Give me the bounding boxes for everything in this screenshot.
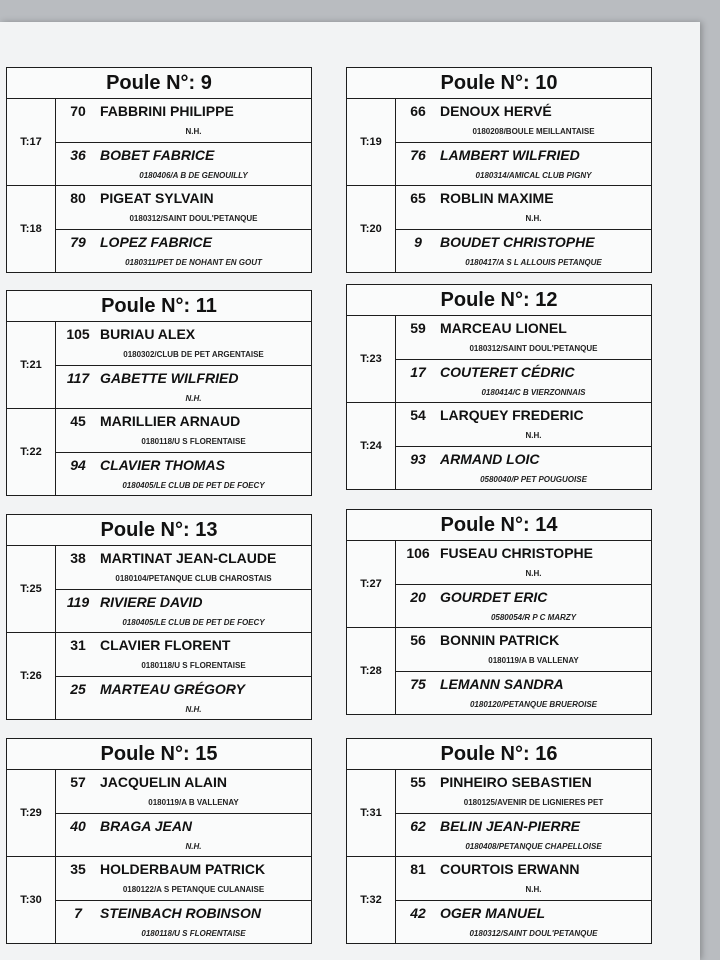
team-number: 59: [410, 320, 426, 336]
terrain-label: T:32: [347, 857, 396, 943]
teams-cell: [56, 409, 311, 495]
team-entry: [396, 628, 651, 671]
team-name: CLAVIER FLORENT: [100, 637, 231, 653]
terrain-label: T:20: [347, 186, 396, 272]
team-club: 0180118/U S FLORENTAISE: [141, 661, 246, 670]
match-row: [7, 186, 311, 272]
match-row: [7, 322, 311, 409]
team-line: [56, 901, 311, 925]
team-number: 54: [410, 407, 426, 423]
team-club: 0580054/R P C MARZY: [490, 612, 577, 622]
team-club: 0180405/LE CLUB DE PET DE FOECY: [122, 617, 265, 627]
terrain-label: T:19: [347, 99, 396, 185]
teams-cell: [56, 770, 311, 856]
team-entry: [396, 813, 651, 857]
team-line: [56, 633, 311, 657]
terrain-label: T:25: [7, 546, 56, 632]
match-row: [7, 409, 311, 495]
team-line: [56, 230, 311, 254]
team-line: [396, 186, 651, 210]
team-line: [56, 186, 311, 210]
match-row: [7, 633, 311, 719]
team-number: 25: [70, 680, 86, 697]
team-club: 0180414/C B VIERZONNAIS: [481, 387, 586, 397]
team-entry: [396, 229, 651, 273]
terrain-label: T:23: [347, 316, 396, 402]
team-line: [396, 541, 651, 565]
team-entry: [396, 584, 651, 628]
match-row: [347, 541, 651, 628]
team-number: 93: [410, 450, 426, 467]
team-club: N.H.: [185, 127, 202, 136]
terrain-label: T:27: [347, 541, 396, 627]
teams-cell: [56, 633, 311, 719]
team-number: 17: [410, 363, 426, 380]
match-row: [347, 99, 651, 186]
teams-cell: [56, 186, 311, 272]
team-name: BELIN JEAN-PIERRE: [440, 817, 581, 834]
team-club: 0180208/BOULE MEILLANTAISE: [472, 127, 595, 136]
team-name: ARMAND LOIC: [440, 450, 540, 467]
terrain-label: T:26: [7, 633, 56, 719]
team-number: 70: [70, 103, 86, 119]
poule-title: Poule N°: 10: [347, 68, 651, 99]
team-name: STEINBACH ROBINSON: [100, 904, 262, 921]
match-row: [347, 403, 651, 489]
team-name: MARTINAT JEAN-CLAUDE: [100, 550, 277, 566]
team-number: 9: [414, 233, 422, 250]
terrain-label: T:24: [347, 403, 396, 489]
team-number: 79: [70, 233, 86, 250]
team-line: [396, 230, 651, 254]
team-line: [56, 590, 311, 614]
team-number: 81: [410, 861, 426, 877]
match-row: [347, 628, 651, 714]
team-line: [396, 770, 651, 794]
team-entry: [396, 671, 651, 715]
terrain-label: T:18: [7, 186, 56, 272]
team-name: PINHEIRO SEBASTIEN: [440, 774, 592, 790]
poule-table: [346, 67, 652, 273]
match-row: [7, 99, 311, 186]
poule-title: Poule N°: 12: [347, 285, 651, 316]
team-number: 94: [70, 456, 86, 473]
team-name: HOLDERBAUM PATRICK: [100, 861, 266, 877]
team-number: 45: [70, 413, 86, 429]
team-number: 35: [70, 861, 86, 877]
poule-table: [346, 509, 652, 715]
team-number: 40: [70, 817, 86, 834]
team-name: BRAGA JEAN: [100, 817, 193, 834]
team-club: 0180312/SAINT DOUL'PETANQUE: [469, 928, 598, 938]
team-entry: [56, 857, 311, 900]
team-line: [56, 677, 311, 701]
poule-table: [6, 514, 312, 720]
terrain-label: T:21: [7, 322, 56, 408]
teams-cell: [396, 99, 651, 185]
team-club: 0180122/A S PETANQUE CULANAISE: [122, 885, 265, 894]
match-row: [347, 316, 651, 403]
team-club: 0180302/CLUB DE PET ARGENTAISE: [123, 350, 264, 359]
team-line: [396, 814, 651, 838]
team-entry: [56, 770, 311, 813]
team-club: N.H.: [185, 704, 202, 714]
poule-title: Poule N°: 11: [7, 291, 311, 322]
team-line: [56, 814, 311, 838]
team-line: [396, 143, 651, 167]
team-name: LEMANN SANDRA: [440, 675, 564, 692]
teams-cell: [56, 99, 311, 185]
team-entry: [56, 229, 311, 273]
terrain-label: T:31: [347, 770, 396, 856]
team-name: FABBRINI PHILIPPE: [100, 103, 234, 119]
team-entry: [396, 446, 651, 490]
team-number: 42: [410, 904, 426, 921]
team-name: CLAVIER THOMAS: [100, 456, 225, 473]
match-row: [7, 857, 311, 943]
team-club: 0180125/AVENIR DE LIGNIERES PET: [463, 798, 604, 807]
team-name: RIVIERE DAVID: [100, 593, 203, 610]
team-number: 38: [70, 550, 86, 566]
team-entry: [56, 99, 311, 142]
team-name: COURTOIS ERWANN: [440, 861, 580, 877]
team-name: GABETTE WILFRIED: [100, 369, 239, 386]
poule-table: [346, 284, 652, 490]
team-entry: [56, 186, 311, 229]
team-club: 0180406/A B DE GENOUILLY: [139, 170, 248, 180]
team-entry: [56, 322, 311, 365]
team-club: 0180405/LE CLUB DE PET DE FOECY: [122, 480, 265, 490]
match-row: [7, 546, 311, 633]
team-line: [56, 99, 311, 123]
team-number: 80: [70, 190, 86, 206]
team-name: MARCEAU LIONEL: [440, 320, 567, 336]
team-number: 31: [70, 637, 86, 653]
team-number: 106: [406, 545, 430, 561]
team-name: MARTEAU GRÉGORY: [100, 680, 245, 697]
team-line: [56, 322, 311, 346]
team-name: ROBLIN MAXIME: [440, 190, 554, 206]
match-row: [347, 186, 651, 272]
team-line: [396, 360, 651, 384]
team-line: [56, 857, 311, 881]
team-line: [396, 857, 651, 881]
team-entry: [396, 142, 651, 186]
team-name: MARILLIER ARNAUD: [100, 413, 241, 429]
team-line: [396, 901, 651, 925]
poule-table: [6, 738, 312, 944]
team-club: N.H.: [185, 393, 202, 403]
team-club: 0180417/A S L ALLOUIS PETANQUE: [465, 257, 602, 267]
team-line: [396, 628, 651, 652]
terrain-label: T:22: [7, 409, 56, 495]
team-name: BONNIN PATRICK: [440, 632, 560, 648]
teams-cell: [56, 857, 311, 943]
team-club: 0180118/U S FLORENTAISE: [141, 928, 246, 938]
team-line: [56, 143, 311, 167]
poule-title: Poule N°: 15: [7, 739, 311, 770]
poule-title: Poule N°: 16: [347, 739, 651, 770]
team-entry: [396, 770, 651, 813]
terrain-label: T:29: [7, 770, 56, 856]
teams-cell: [396, 770, 651, 856]
team-entry: [396, 541, 651, 584]
poule-title: Poule N°: 9: [7, 68, 311, 99]
team-entry: [396, 99, 651, 142]
team-club: 0180104/PETANQUE CLUB CHAROSTAIS: [115, 574, 272, 583]
team-entry: [396, 316, 651, 359]
terrain-label: T:17: [7, 99, 56, 185]
team-club: N.H.: [525, 569, 542, 578]
teams-cell: [56, 322, 311, 408]
team-name: FUSEAU CHRISTOPHE: [440, 545, 593, 561]
team-club: 0180312/SAINT DOUL'PETANQUE: [129, 214, 258, 223]
team-name: DENOUX HERVÉ: [440, 103, 552, 119]
terrain-label: T:30: [7, 857, 56, 943]
team-name: LARQUEY FREDERIC: [440, 407, 584, 423]
teams-cell: [396, 857, 651, 943]
team-number: 117: [66, 369, 90, 386]
team-entry: [56, 900, 311, 944]
team-line: [56, 770, 311, 794]
team-number: 7: [74, 904, 82, 921]
team-name: PIGEAT SYLVAIN: [100, 190, 214, 206]
match-row: [7, 770, 311, 857]
team-number: 65: [410, 190, 426, 206]
team-line: [396, 316, 651, 340]
poule-table: [6, 290, 312, 496]
team-name: LAMBERT WILFRIED: [440, 146, 580, 163]
team-number: 56: [410, 632, 426, 648]
team-club: 0580040/P PET POUGUOISE: [480, 474, 587, 484]
team-name: GOURDET ERIC: [440, 588, 548, 605]
team-entry: [56, 452, 311, 496]
team-line: [56, 546, 311, 570]
team-line: [396, 99, 651, 123]
team-name: OGER MANUEL: [440, 904, 545, 921]
team-line: [56, 453, 311, 477]
team-number: 66: [410, 103, 426, 119]
teams-cell: [396, 186, 651, 272]
team-club: N.H.: [525, 214, 542, 223]
team-entry: [56, 142, 311, 186]
team-line: [56, 409, 311, 433]
paper-sheet: [0, 22, 700, 960]
team-entry: [396, 900, 651, 944]
team-line: [56, 366, 311, 390]
match-row: [347, 857, 651, 943]
team-entry: [396, 186, 651, 229]
terrain-label: T:28: [347, 628, 396, 714]
team-entry: [396, 403, 651, 446]
team-club: 0180119/A B VALLENAY: [488, 656, 579, 665]
teams-cell: [396, 628, 651, 714]
team-name: JACQUELIN ALAIN: [100, 774, 228, 790]
teams-cell: [56, 546, 311, 632]
poule-table: [346, 738, 652, 944]
team-club: 0180119/A B VALLENAY: [148, 798, 239, 807]
poule-title: Poule N°: 13: [7, 515, 311, 546]
team-name: LOPEZ FABRICE: [100, 233, 213, 250]
team-entry: [56, 633, 311, 676]
team-club: 0180314/AMICAL CLUB PIGNY: [475, 170, 592, 180]
team-club: 0180312/SAINT DOUL'PETANQUE: [469, 344, 598, 353]
team-number: 57: [70, 774, 86, 790]
teams-cell: [396, 316, 651, 402]
team-name: BOBET FABRICE: [100, 146, 215, 163]
team-number: 76: [410, 146, 426, 163]
team-line: [396, 585, 651, 609]
team-entry: [56, 409, 311, 452]
team-number: 105: [66, 326, 90, 342]
team-number: 62: [410, 817, 426, 834]
team-name: BOUDET CHRISTOPHE: [440, 233, 595, 250]
poule-table: [6, 67, 312, 273]
team-club: 0180118/U S FLORENTAISE: [141, 437, 246, 446]
team-entry: [56, 589, 311, 633]
team-club: N.H.: [525, 431, 542, 440]
team-club: N.H.: [185, 841, 202, 851]
team-club: 0180120/PETANQUE BRUEROISE: [469, 699, 597, 709]
team-club: 0180408/PETANQUE CHAPELLOISE: [465, 841, 602, 851]
team-entry: [56, 546, 311, 589]
team-name: COUTERET CÉDRIC: [440, 363, 575, 380]
team-number: 36: [70, 146, 86, 163]
team-club: N.H.: [525, 885, 542, 894]
team-number: 119: [66, 593, 90, 610]
teams-cell: [396, 541, 651, 627]
team-entry: [56, 813, 311, 857]
team-line: [396, 672, 651, 696]
team-line: [396, 447, 651, 471]
team-entry: [396, 857, 651, 900]
team-line: [396, 403, 651, 427]
team-entry: [56, 676, 311, 720]
team-entry: [56, 365, 311, 409]
team-number: 75: [410, 675, 426, 692]
team-name: BURIAU ALEX: [100, 326, 196, 342]
team-entry: [396, 359, 651, 403]
team-number: 55: [410, 774, 426, 790]
team-club: 0180311/PET DE NOHANT EN GOUT: [125, 257, 262, 267]
match-row: [347, 770, 651, 857]
team-number: 20: [410, 588, 426, 605]
poule-title: Poule N°: 14: [347, 510, 651, 541]
teams-cell: [396, 403, 651, 489]
